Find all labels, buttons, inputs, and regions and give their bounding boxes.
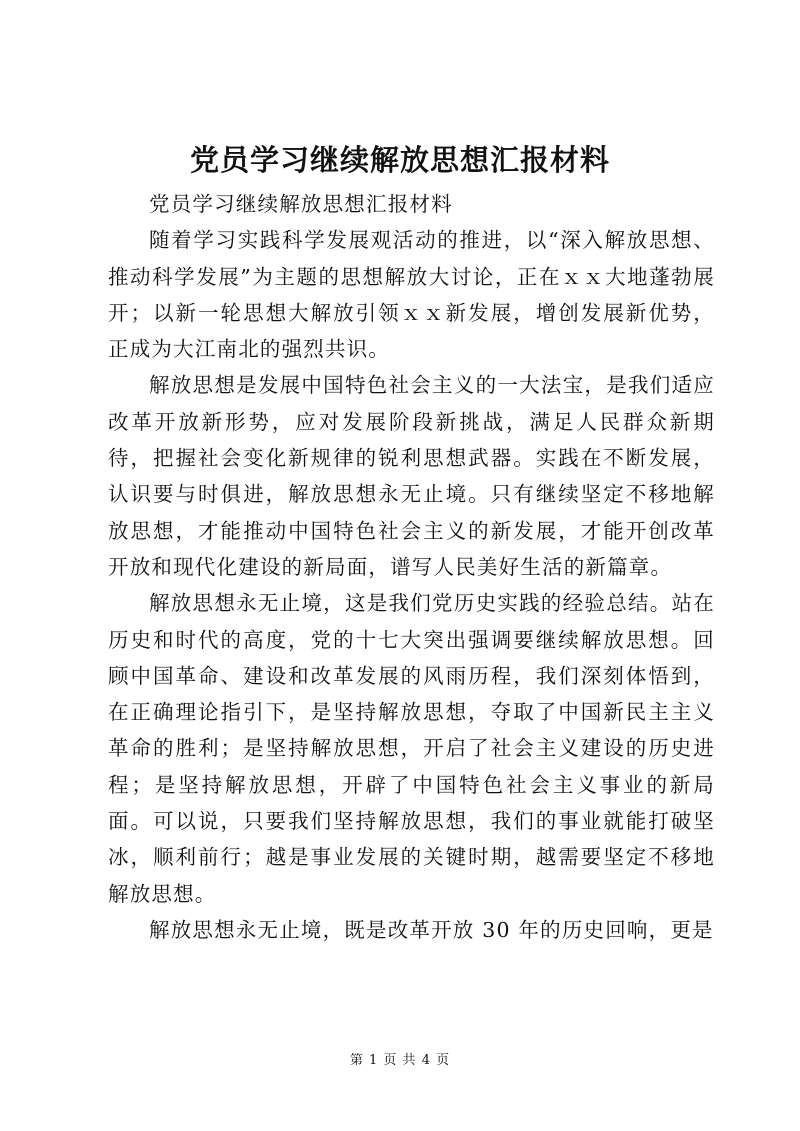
paragraph-2: 解放思想是发展中国特色社会主义的一大法宝，是我们适应改革开放新形势，应对发展阶段新挑战，满足人民群众新期待，把握社会变化新规律的锐利思想武器。实践在不断发展，认识要与时俱进，解放思想永无止境。只有继续坚定不移地解放思想，才能推动中国特色社会主义的新发展，才能开创改革开放和现代化建设的新局面，谱写人民美好生活的新篇章。 bbox=[108, 373, 715, 579]
page-footer: 第 1 页 共 4 页 bbox=[349, 1053, 451, 1068]
document-body bbox=[108, 186, 715, 948]
paragraph-3: 解放思想永无止境，这是我们党历史实践的经验总结。站在历史和时代的高度，党的十七大突出强调要继续解放思想。回顾中国革命、建设和改革发展的风雨历程，我们深刻体悟到，在正确理论指引下，是坚持解放思想，夺取了中国新民主主义革命的胜利；是坚持解放思想，开启了社会主义建设的历史进程；是坚持解放思想，开辟了中国特色社会主义事业的新局面。可以说，只要我们坚持解放思想，我们的事业就能打破坚冰，顺利前行；越是事业发展的关键时期，越需要坚定不移地解放思想。 bbox=[108, 591, 715, 906]
document-title: 党员学习继续解放思想汇报材料 bbox=[189, 143, 610, 177]
paragraph-subtitle: 党员学习继续解放思想汇报材料 bbox=[149, 192, 453, 216]
paragraph-4: 解放思想永无止境，既是改革开放 30 年的历史回响，更是 bbox=[149, 917, 714, 942]
paragraph-1: 随着学习实践科学发展观活动的推进，以“深入解放思想、推动科学发展”为主题的思想解放大讨论，正在ｘｘ大地蓬勃展开；以新一轮思想大解放引领ｘｘ新发展，增创发展新优势，正成为大江南北的强烈共识。 bbox=[108, 228, 715, 362]
